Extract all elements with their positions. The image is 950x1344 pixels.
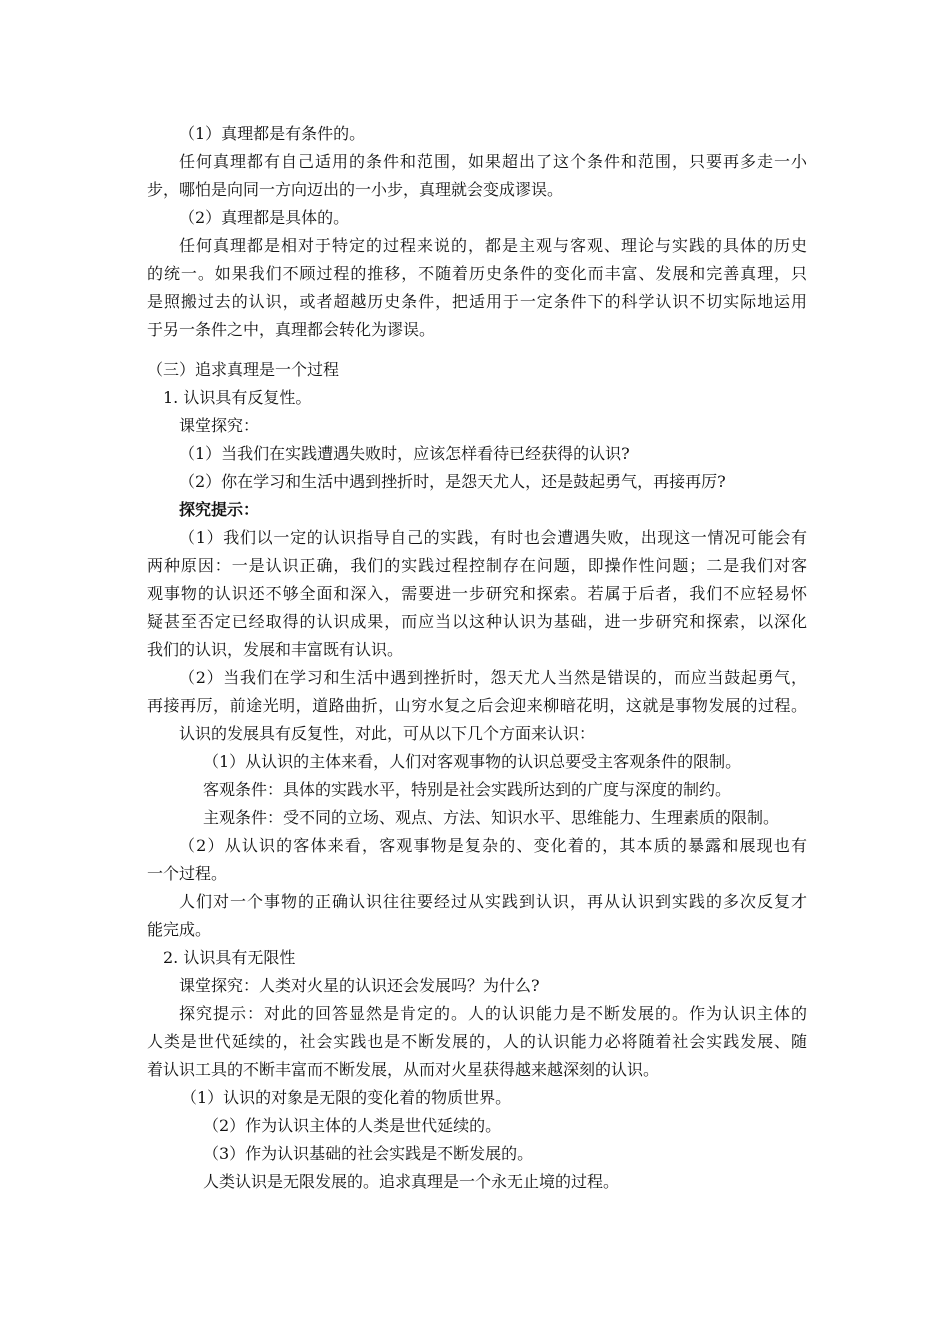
- text-line: 人类是世代延续的，社会实践也是不断发展的，人的认识能力必将随着社会实践发展、随: [147, 1032, 807, 1051]
- text-line: （2）作为认识主体的人类是世代延续的。: [203, 1116, 502, 1135]
- text-line: 能完成。: [147, 920, 212, 939]
- text-line: （2）当我们在学习和生活中遇到挫折时，怨天尤人当然是错误的，而应当鼓起勇气，: [179, 668, 807, 687]
- subsection-heading: 1. 认识具有反复性。: [163, 388, 312, 407]
- text-line: 探究提示：对此的回答显然是肯定的。人的认识能力是不断发展的。作为认识主体的: [179, 1004, 807, 1023]
- text-line: 人们对一个事物的正确认识往往要经过从实践到认识，再从认识到实践的多次反复才: [179, 892, 807, 911]
- text-line: 着认识工具的不断丰富而不断发展，从而对火星获得越来越深刻的认识。: [147, 1060, 660, 1079]
- text-line: （1）从认识的主体来看，人们对客观事物的认识总要受主客观条件的限制。: [203, 752, 742, 771]
- text-line: （1）认识的对象是无限的变化着的物质世界。: [181, 1088, 512, 1107]
- text-line: 观事物的认识还不够全面和深入，需要进一步研究和探索。若属于后者，我们不应轻易怀: [147, 584, 807, 603]
- text-line: （1）真理都是有条件的。: [179, 124, 366, 143]
- text-line: 主观条件：受不同的立场、观点、方法、知识水平、思维能力、生理素质的限制。: [203, 808, 780, 827]
- text-line: （1）当我们在实践遭遇失败时，应该怎样看待已经获得的认识?: [179, 444, 630, 463]
- text-line: 任何真理都有自己适用的条件和范围，如果超出了这个条件和范围，只要再多走一小: [179, 152, 807, 171]
- text-line: 认识的发展具有反复性，对此，可从以下几个方面来认识：: [179, 724, 596, 743]
- text-line: 是照搬过去的认识，或者超越历史条件，把适用于一定条件下的科学认识不切实际地运用: [147, 292, 807, 311]
- text-line: （2）真理都是具体的。: [179, 208, 350, 227]
- text-line: 再接再厉，前途光明，道路曲折，山穷水复之后会迎来柳暗花明，这就是事物发展的过程。: [147, 696, 807, 715]
- text-line: （1）我们以一定的认识指导自己的实践，有时也会遭遇失败，出现这一情况可能会有: [179, 528, 807, 547]
- subsection-heading: 2. 认识具有无限性: [163, 948, 296, 967]
- text-line: 的统一。如果我们不顾过程的推移，不随着历史条件的变化而丰富、发展和完善真理，只: [147, 264, 807, 283]
- text-line: 于另一条件之中，真理都会转化为谬误。: [147, 320, 436, 339]
- text-line: 课堂探究：: [179, 416, 260, 435]
- text-line: （2）你在学习和生活中遇到挫折时，是怨天尤人，还是鼓起勇气，再接再厉?: [179, 472, 726, 491]
- text-line: 客观条件：具体的实践水平，特别是社会实践所达到的广度与深度的制约。: [203, 780, 732, 799]
- hint-heading: 探究提示：: [179, 500, 260, 519]
- text-line: 我们的认识，发展和丰富既有认识。: [147, 640, 404, 659]
- text-line: 任何真理都是相对于特定的过程来说的，都是主观与客观、理论与实践的具体的历史: [179, 236, 807, 255]
- text-line: 两种原因：一是认识正确，我们的实践过程控制存在问题，即操作性问题；二是我们对客: [147, 556, 807, 575]
- text-line: （2）从认识的客体来看，客观事物是复杂的、变化着的，其本质的暴露和展现也有: [179, 836, 807, 855]
- text-line: （3）作为认识基础的社会实践是不断发展的。: [203, 1144, 534, 1163]
- text-line: 人类认识是无限发展的。追求真理是一个永无止境的过程。: [203, 1172, 620, 1191]
- text-line: 课堂探究：人类对火星的认识还会发展吗？为什么?: [179, 976, 540, 995]
- text-line: 疑甚至否定已经取得的认识成果，而应当以这种认识为基础，进一步研究和探索，以深化: [147, 612, 807, 631]
- text-line: 一个过程。: [147, 864, 228, 883]
- section-heading: （三）追求真理是一个过程: [147, 360, 340, 379]
- text-line: 步，哪怕是向同一方向迈出的一小步，真理就会变成谬误。: [147, 180, 564, 199]
